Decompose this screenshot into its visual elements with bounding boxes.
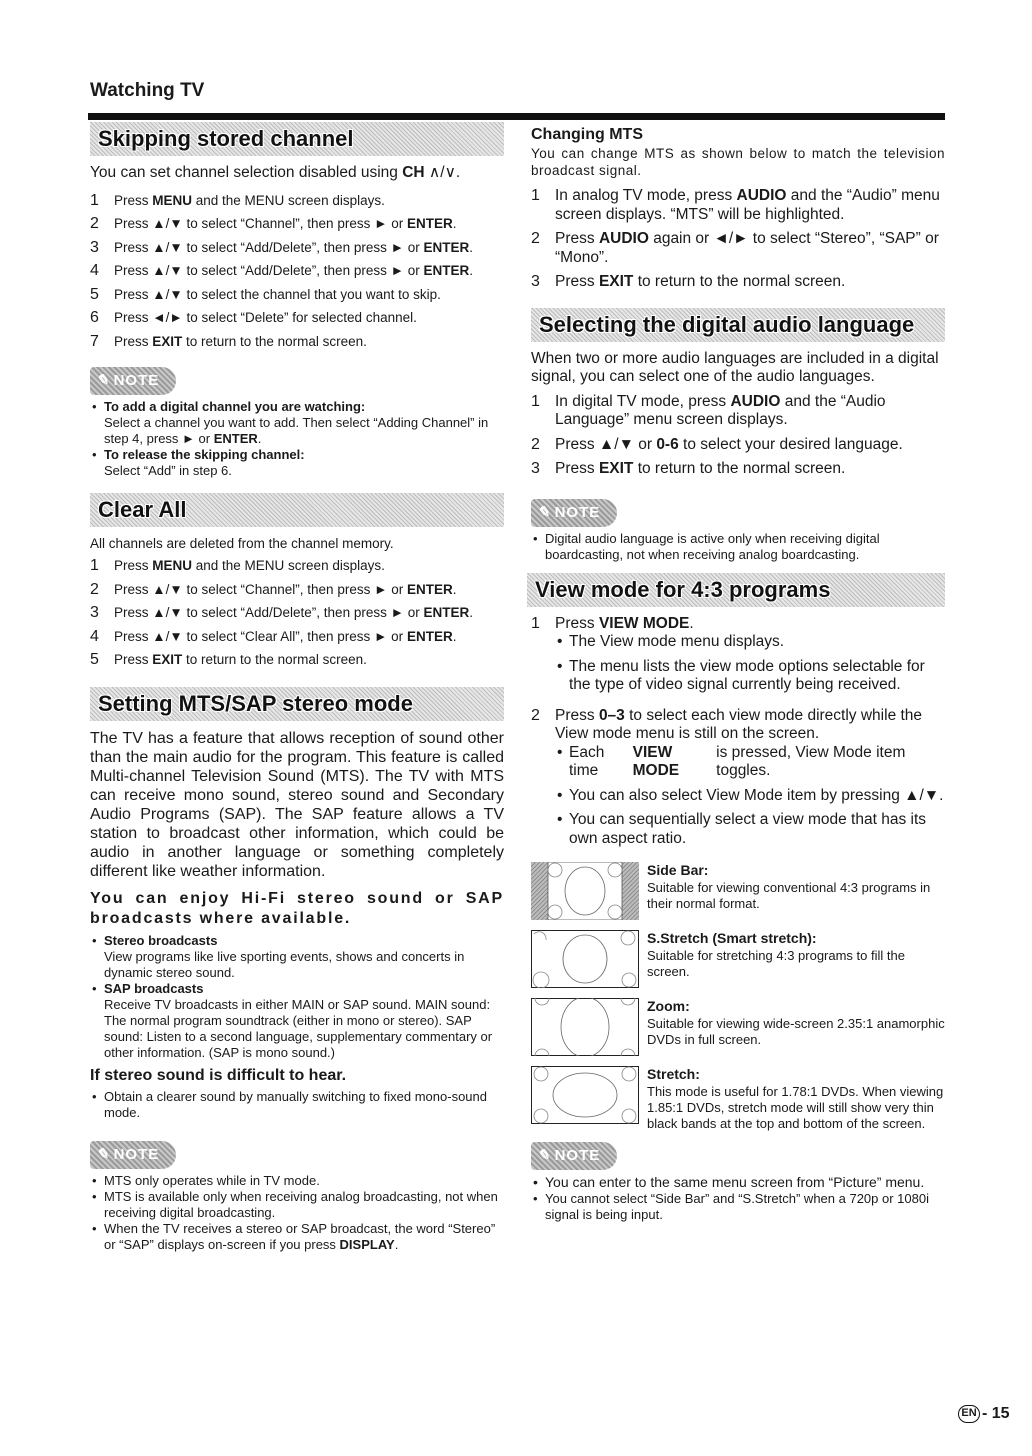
step-number: 3: [531, 460, 540, 477]
list-item: [531, 393, 945, 430]
step-text: In digital TV mode, press AUDIO and the “Audio Language” menu screen displays.: [555, 392, 886, 428]
list-item: [90, 652, 504, 669]
step-text: In analog TV mode, press AUDIO and the “Audio” menu screen displays. “MTS” will be highlighted.: [555, 187, 940, 223]
list-item: • Each time VIEW MODE is pressed, View Mode item toggles.: [555, 744, 945, 781]
note-label: NOTE: [554, 503, 601, 521]
header-rule: [88, 113, 945, 120]
mode-title: Stretch:: [647, 1066, 700, 1082]
step-text: Press 0–3 to select each view mode directly while the View mode menu is still on the screen.: [555, 706, 923, 742]
list-item: • You can also select View Mode item by pressing ▲/▼.: [555, 787, 945, 806]
mode-text: Suitable for stretching 4:3 programs to fill the screen.: [647, 948, 905, 979]
mode-text: Suitable for viewing wide-screen 2.35:1 anamorphic DVDs in full screen.: [647, 1016, 945, 1047]
view-mode-zoom: [531, 998, 945, 1056]
step-number: 2: [531, 230, 540, 247]
step-text: Press ▲/▼ to select “Channel”, then press ► or ENTER.: [114, 581, 457, 597]
note-label: NOTE: [113, 372, 160, 389]
note-title: • To add a digital channel you are watching:: [104, 399, 366, 414]
step-number: 1: [90, 191, 99, 209]
s-stretch-diagram-icon: [531, 930, 639, 988]
step-number: 1: [531, 392, 540, 410]
skip-intro-end: ∧/∨.: [424, 164, 461, 181]
note-badge: [90, 1141, 176, 1169]
step-text: Press MENU and the MENU screen displays.: [114, 558, 385, 573]
step-text: Press AUDIO again or ◄/► to select “Stereo”, “SAP” or “Mono”.: [555, 230, 939, 266]
list-item: [531, 615, 945, 701]
step-number: 1: [531, 187, 540, 204]
view-mode-description: [647, 998, 945, 1056]
step-number: 5: [90, 651, 99, 668]
list-item: [531, 273, 945, 292]
step-text: Press VIEW MODE.: [555, 614, 694, 632]
step1-bullets: [555, 633, 945, 701]
view-mode-description: [647, 862, 945, 920]
list-item: • Obtain a clearer sound by manually switching to fixed mono-sound mode.: [90, 1089, 504, 1121]
step-number: 3: [531, 273, 540, 290]
pencil-icon: ✎: [537, 503, 551, 521]
section-heading-digital-audio: Selecting the digital audio language: [531, 308, 945, 342]
list-item: • You can enter to the same menu screen from “Picture” menu.: [531, 1174, 945, 1191]
note-label: NOTE: [113, 1145, 160, 1163]
stretch-diagram-icon: [531, 1066, 639, 1124]
digital-steps: [531, 393, 945, 479]
note-badge: [90, 367, 176, 395]
list-item: [90, 582, 504, 599]
note-title: • To release the skipping channel:: [104, 447, 305, 462]
difficult-heading: If stereo sound is difficult to hear.: [90, 1066, 347, 1084]
step-text: Press EXIT to return to the normal screen.: [555, 460, 846, 477]
section-heading-clear-all: Clear All: [90, 493, 504, 527]
list-item: [90, 933, 504, 981]
mode-text: This mode is useful for 1.78:1 DVDs. When viewing 1.85:1 DVDs, stretch mode will still show very thin black bands at the top and bottom of the screen.: [647, 1084, 944, 1131]
step-text: Press ▲/▼ to select “Clear All”, then press ► or ENTER.: [114, 628, 457, 644]
mts-notes: [90, 1173, 504, 1253]
step-text: Press ▲/▼ to select “Add/Delete”, then press ► or ENTER.: [114, 239, 473, 255]
step-text: Press EXIT to return to the normal screen.: [114, 652, 367, 667]
skip-intro-key: CH: [402, 164, 425, 181]
digital-notes: [531, 531, 945, 563]
left-column: [90, 122, 504, 1253]
view-notes: [531, 1174, 945, 1223]
page-number: [958, 1405, 1010, 1423]
list-item: • The menu lists the view mode options selectable for the type of video signal currently being received.: [555, 658, 945, 695]
step-number: 3: [90, 604, 99, 621]
list-item: • You can sequentially select a view mode that has its own aspect ratio.: [555, 811, 945, 848]
list-item: [90, 263, 504, 280]
step-number: 5: [90, 285, 99, 303]
item-title: • SAP broadcasts: [104, 980, 204, 996]
list-item: [531, 230, 945, 267]
note-badge: [531, 1142, 617, 1170]
step-number: 6: [90, 309, 99, 326]
note-badge: [531, 499, 617, 527]
step-text: Press ▲/▼ to select “Channel”, then press ► or ENTER.: [114, 216, 457, 231]
page-section-title: Watching TV: [90, 80, 205, 101]
step-text: Press EXIT to return to the normal screen.: [555, 273, 846, 290]
mode-title: Zoom:: [647, 998, 690, 1014]
pencil-icon: ✎: [96, 372, 110, 389]
mts-intro: The TV has a feature that allows reception of sound other than the main audio for the program. This feature is called Multi-channel Television Sound (MTS). The TV with MTS can receive mono sound, stereo sound and Secondary Audio Programs (SAP). The SAP feature allows a TV station to broadcast other information, which could be audio in another language or something completely different like weather information.: [90, 729, 504, 880]
list-item: • To add a digital channel you are watching: Select a channel you want to add. Then select “Adding Channel” in step 4, press ► or ENTER.: [90, 399, 504, 447]
list-item: [531, 436, 945, 455]
list-item: [90, 334, 504, 351]
list-item: [90, 629, 504, 646]
skip-steps: [90, 193, 504, 351]
list-item: • Digital audio language is active only when receiving digital boardcasting, not when receiving analog boardcasting.: [531, 531, 945, 563]
skip-intro: [90, 164, 504, 183]
pencil-icon: ✎: [537, 1147, 551, 1164]
list-item: [531, 187, 945, 224]
changing-mts-intro: You can change MTS as shown below to match the television broadcast signal.: [531, 146, 945, 178]
item-text: Receive TV broadcasts in either MAIN or SAP sound. MAIN sound: The normal program soundtrack (either in mono or stereo). SAP sound: Listen to a second language, supplementary commentary or other information. (SAP is mono sound.): [104, 996, 493, 1060]
list-item: • To release the skipping channel: Select “Add” in step 6.: [90, 447, 504, 479]
list-item: • You cannot select “Side Bar” and “S.Stretch” when a 720p or 1080i signal is being input.: [531, 1191, 945, 1223]
list-item: [90, 193, 504, 210]
list-item: [531, 460, 945, 479]
list-item: [90, 558, 504, 575]
view-steps: [531, 615, 945, 855]
clear-steps: [90, 558, 504, 669]
section-heading-mts-sap: Setting MTS/SAP stereo mode: [90, 687, 504, 721]
list-item: • When the TV receives a stereo or SAP broadcast, the word “Stereo” or “SAP” displays on-screen if you press DISPLAY.: [90, 1221, 504, 1253]
list-item: [531, 707, 945, 855]
language-badge: EN: [958, 1405, 980, 1423]
list-item: [90, 216, 504, 233]
view-mode-description: [647, 930, 945, 988]
difficult-items: [90, 1089, 504, 1121]
page-number-text: - 15: [982, 1405, 1010, 1422]
list-item: • MTS is available only when receiving analog broadcasting, not when receiving digital broadcasting.: [90, 1189, 504, 1221]
step-number: 2: [90, 580, 99, 598]
changing-mts-heading: Changing MTS: [531, 126, 643, 143]
step-number: 7: [90, 332, 99, 350]
step-number: 2: [531, 706, 540, 724]
step2-bullets: [555, 744, 945, 855]
step-text: Press EXIT to return to the normal screen.: [114, 333, 367, 349]
step-text: Press MENU and the MENU screen displays.: [114, 192, 385, 208]
view-mode-description: [647, 1066, 945, 1132]
list-item: • The View mode menu displays.: [555, 633, 945, 652]
section-heading-view-mode: View mode for 4:3 programs: [527, 573, 945, 607]
right-column: [531, 122, 945, 1223]
step-text: Press ◄/► to select “Delete” for selected channel.: [114, 310, 417, 325]
step-number: 2: [531, 435, 540, 453]
mode-title: Side Bar:: [647, 862, 709, 878]
section-heading-skipping: Skipping stored channel: [90, 122, 504, 156]
skip-notes: [90, 399, 504, 479]
step-number: 1: [90, 557, 99, 574]
item-text: View programs like live sporting events, shows and concerts in dynamic stereo sound.: [104, 948, 465, 980]
side-bar-diagram-icon: [531, 862, 639, 920]
step-number: 4: [90, 262, 99, 279]
mode-text: Suitable for viewing conventional 4:3 programs in their normal format.: [647, 880, 931, 911]
list-item: [90, 287, 504, 304]
list-item: [90, 310, 504, 327]
item-title: • Stereo broadcasts: [104, 932, 218, 948]
list-item: • MTS only operates while in TV mode.: [90, 1173, 504, 1189]
skip-intro-text: You can set channel selection disabled using: [90, 164, 403, 181]
step-text: Press ▲/▼ to select the channel that you want to skip.: [114, 286, 441, 302]
view-mode-side-bar: [531, 862, 945, 920]
digital-intro: When two or more audio languages are included in a digital signal, you can select one of the audio languages.: [531, 349, 939, 385]
step-number: 2: [90, 215, 99, 232]
list-item: [90, 605, 504, 622]
view-mode-s-stretch: [531, 930, 945, 988]
mode-title: S.Stretch (Smart stretch):: [647, 930, 817, 946]
list-item: [90, 981, 504, 1061]
hifi-heading: You can enjoy Hi-Fi stereo sound or SAP broadcasts where available.: [90, 889, 504, 927]
list-item: [90, 240, 504, 257]
clear-intro: All channels are deleted from the channel memory.: [90, 536, 394, 551]
step-number: 1: [531, 614, 540, 632]
step-text: Press ▲/▼ to select “Add/Delete”, then press ► or ENTER.: [114, 263, 473, 278]
step-number: 3: [90, 238, 99, 256]
zoom-diagram-icon: [531, 998, 639, 1056]
step-text: Press ▲/▼ to select “Add/Delete”, then press ► or ENTER.: [114, 605, 473, 620]
pencil-icon: ✎: [96, 1145, 110, 1163]
note-label: NOTE: [554, 1147, 601, 1164]
step-number: 4: [90, 627, 99, 645]
changing-mts-steps: [531, 187, 945, 292]
step-text: Press ▲/▼ or 0-6 to select your desired language.: [555, 435, 903, 453]
view-mode-stretch: [531, 1066, 945, 1132]
hifi-items: [90, 933, 504, 1061]
